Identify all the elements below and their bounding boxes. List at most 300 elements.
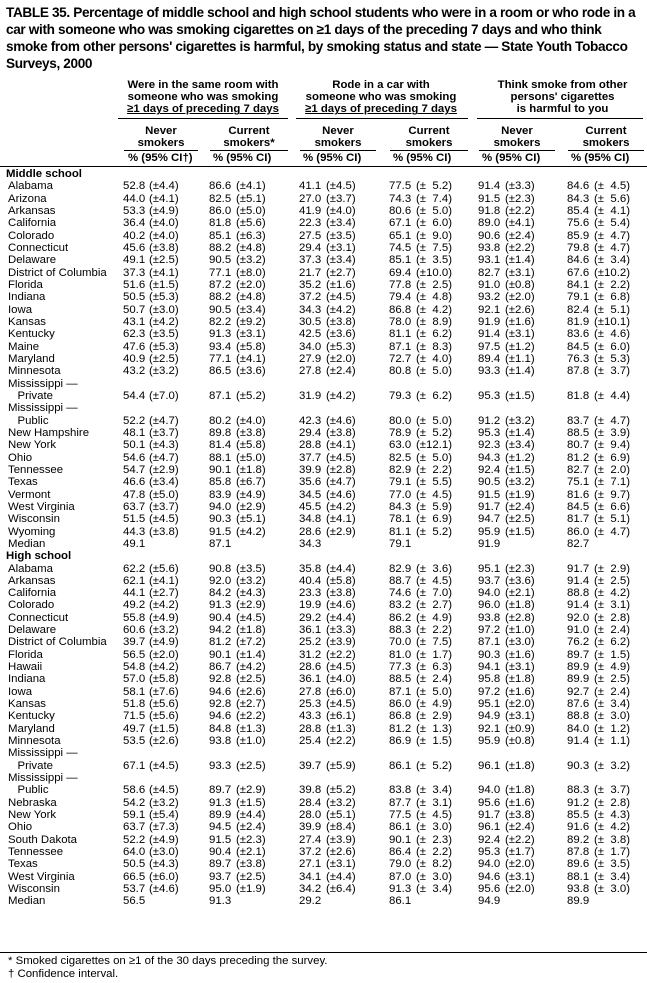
- ci-cell: (±3.2): [505, 414, 535, 427]
- value-cell: 66.5: [123, 870, 146, 883]
- ci-cell: (± 4.3): [594, 809, 631, 822]
- value-cell: 88.3: [389, 624, 412, 637]
- ci-cell: (± 3.7): [594, 784, 631, 797]
- ci-cell: (±3.8): [149, 525, 179, 538]
- value-cell: 92.7: [567, 685, 590, 698]
- value-cell: 92.1: [478, 303, 501, 316]
- ci-cell: (± 2.2): [416, 846, 453, 859]
- value-cell: 67.6: [567, 266, 590, 279]
- table-row: [0, 415, 647, 427]
- value-cell: 80.8: [389, 365, 412, 378]
- value-cell: 92.8: [209, 698, 232, 711]
- ci-cell: (±2.1): [236, 846, 266, 859]
- value-cell: 87.7: [389, 796, 412, 809]
- ci-cell: (± 6.0): [416, 217, 453, 230]
- ci-cell: (±2.8): [326, 463, 356, 476]
- value-cell: 90.5: [478, 476, 501, 489]
- value-cell: 84.3: [567, 192, 590, 205]
- value-cell: 34.0: [299, 340, 322, 353]
- value-cell: 54.2: [123, 796, 146, 809]
- ci-cell: (± 3.0): [594, 883, 631, 896]
- value-cell: 94.2: [209, 624, 232, 637]
- ci-cell: (±2.6): [236, 685, 266, 698]
- value-cell: 89.8: [209, 426, 232, 439]
- table-title: TABLE 35. Percentage of middle school and high school students who were in a room or who rode in a car with someone who was smoking cigarettes on ≥1 days of the preceding 7 days and who think smoke from other persons' cigarettes is harmful, by smoking status and state — State Youth Tobacco Surveys, 2000: [6, 5, 636, 71]
- subheader-rule-4: [390, 150, 468, 151]
- ci-cell: (±3.2): [149, 624, 179, 637]
- value-cell: 93.8: [478, 241, 501, 254]
- state-cell: Wisconsin: [8, 883, 60, 896]
- ci-cell: (±4.2): [326, 303, 356, 316]
- ci-cell: (±7.6): [149, 685, 179, 698]
- table-row: [0, 661, 647, 673]
- ci-cell: (±4.5): [236, 611, 266, 624]
- ci-cell: (±2.2): [505, 833, 535, 846]
- value-cell: 62.1: [123, 574, 146, 587]
- state-cell: Kentucky: [8, 328, 55, 341]
- value-cell: 62.2: [123, 562, 146, 575]
- ci-cell: (± 3.5): [594, 858, 631, 871]
- ci-cell: (± 1.5): [416, 735, 453, 748]
- ci-cell: (±2.0): [505, 291, 535, 304]
- value-cell: 94.9: [478, 895, 501, 908]
- state-cell: Maine: [8, 340, 40, 353]
- value-cell: 90.3: [478, 648, 501, 661]
- state-cell: Minnesota: [8, 365, 61, 378]
- ci-cell: (±3.9): [326, 833, 356, 846]
- ci-cell: (± 4.5): [416, 809, 453, 822]
- ci-cell: (± 3.6): [416, 562, 453, 575]
- value-cell: 96.1: [478, 759, 501, 772]
- ci-cell: (±2.9): [236, 599, 266, 612]
- value-cell: 51.8: [123, 698, 146, 711]
- value-cell: 87.8: [567, 846, 590, 859]
- ci-cell: (±1.9): [505, 488, 535, 501]
- ci-cell: (± 1.5): [594, 648, 631, 661]
- value-cell: 39.7: [299, 759, 322, 772]
- value-cell: 86.1: [389, 895, 412, 908]
- value-cell: 40.9: [123, 352, 146, 365]
- ci-cell: (± 4.4): [594, 389, 631, 402]
- ci-cell: (±4.3): [149, 858, 179, 871]
- value-cell: 34.5: [299, 488, 322, 501]
- value-cell: 86.0: [389, 698, 412, 711]
- value-cell: 92.3: [478, 439, 501, 452]
- ci-cell: (±3.9): [326, 636, 356, 649]
- ci-cell: (±2.3): [236, 833, 266, 846]
- state-cell: Maryland: [8, 352, 55, 365]
- ci-cell: (±6.7): [236, 476, 266, 489]
- table-row: [0, 784, 647, 796]
- ci-cell: (±3.1): [505, 266, 535, 279]
- table-row: [0, 180, 647, 192]
- value-cell: 90.1: [389, 833, 412, 846]
- state-cell: Median: [8, 895, 46, 908]
- ci-cell: (± 1.7): [416, 648, 453, 661]
- ci-cell: (± 5.0): [416, 451, 453, 464]
- ci-cell: (± 9.4): [594, 439, 631, 452]
- state-cell: Iowa: [8, 685, 33, 698]
- state-cell: Mississippi —: [8, 772, 78, 785]
- ci-cell: (± 2.2): [594, 278, 631, 291]
- value-cell: 91.7: [478, 500, 501, 513]
- value-cell: 91.5: [478, 192, 501, 205]
- ci-cell: (±7.3): [149, 821, 179, 834]
- ci-cell: (± 5.5): [416, 476, 453, 489]
- ci-cell: (± 8.3): [416, 340, 453, 353]
- value-cell: 96.0: [478, 599, 501, 612]
- state-cell: Vermont: [8, 488, 51, 501]
- value-cell: 92.4: [478, 833, 501, 846]
- value-cell: 84.3: [389, 500, 412, 513]
- ci-cell: (±1.3): [326, 722, 356, 735]
- ci-cell: (±6.3): [236, 229, 266, 242]
- value-cell: 97.5: [478, 340, 501, 353]
- value-cell: 82.4: [567, 303, 590, 316]
- ci-cell: (± 4.7): [594, 241, 631, 254]
- ci-cell: (±2.0): [505, 883, 535, 896]
- value-cell: 50.5: [123, 858, 146, 871]
- value-cell: 29.2: [299, 611, 322, 624]
- value-cell: 75.6: [567, 217, 590, 230]
- value-cell: 28.4: [299, 796, 322, 809]
- section-label: High school: [6, 550, 72, 563]
- value-cell: 88.8: [567, 710, 590, 723]
- value-cell: 86.2: [389, 611, 412, 624]
- table-row: [0, 723, 647, 735]
- ci-cell: (± 3.1): [594, 599, 631, 612]
- ci-cell: (±3.4): [236, 303, 266, 316]
- subheader-rule-6: [568, 150, 644, 151]
- value-cell: 84.5: [567, 340, 590, 353]
- subheader-never-3: [479, 125, 555, 149]
- table-row: [0, 698, 647, 710]
- value-cell: 86.4: [389, 846, 412, 859]
- footnote-smoked: * Smoked cigarettes on ≥1 of the 30 days preceding the survey.: [8, 955, 328, 967]
- value-cell: 90.4: [209, 611, 232, 624]
- value-cell: 54.4: [123, 389, 146, 402]
- ci-cell: (± 7.5): [416, 636, 453, 649]
- ci-cell: (±1.6): [505, 796, 535, 809]
- table-row: [0, 230, 647, 242]
- ci-cell: (±6.4): [326, 883, 356, 896]
- ci-cell: (±4.1): [236, 180, 266, 193]
- value-cell: 60.6: [123, 624, 146, 637]
- value-cell: 84.5: [567, 500, 590, 513]
- value-cell: 40.4: [299, 574, 322, 587]
- state-cell: Florida: [8, 648, 43, 661]
- ci-cell: (±8.4): [326, 821, 356, 834]
- ci-cell: (±4.9): [149, 611, 179, 624]
- value-cell: 89.9: [567, 661, 590, 674]
- ci-cell: (± 2.0): [594, 463, 631, 476]
- ci-cell: (± 3.4): [594, 254, 631, 267]
- value-cell: 59.1: [123, 809, 146, 822]
- ci-cell: (± 2.8): [594, 796, 631, 809]
- ci-cell: (± 1.3): [416, 722, 453, 735]
- ci-cell: (±5.0): [236, 204, 266, 217]
- ci-cell: (± 5.3): [594, 352, 631, 365]
- ci-cell: (±4.5): [326, 180, 356, 193]
- group-header-line1: Rode in a car with: [332, 79, 430, 91]
- value-cell: 85.1: [209, 229, 232, 242]
- value-cell: 45.6: [123, 241, 146, 254]
- value-cell: 81.1: [389, 525, 412, 538]
- value-cell: 89.9: [567, 673, 590, 686]
- ci-cell: (± 5.4): [594, 217, 631, 230]
- ci-cell: (± 4.0): [416, 352, 453, 365]
- value-cell: 70.0: [389, 636, 412, 649]
- ci-cell: (±4.6): [326, 414, 356, 427]
- ci-cell: (±1.4): [236, 648, 266, 661]
- ci-cell: (±4.9): [149, 833, 179, 846]
- ci-cell: (±3.2): [149, 365, 179, 378]
- value-cell: 76.2: [567, 636, 590, 649]
- ci-cell: (± 6.8): [594, 291, 631, 304]
- ci-cell: (±4.9): [236, 488, 266, 501]
- value-cell: 94.3: [478, 451, 501, 464]
- value-cell: 40.2: [123, 229, 146, 242]
- ci-cell: (±1.0): [505, 624, 535, 637]
- table-row: [0, 735, 647, 747]
- ci-cell: (± 2.7): [416, 599, 453, 612]
- value-cell: 86.1: [389, 821, 412, 834]
- value-cell: 27.0: [299, 192, 322, 205]
- value-cell: 55.8: [123, 611, 146, 624]
- value-cell: 81.9: [567, 315, 590, 328]
- ci-cell: (± 2.5): [416, 278, 453, 291]
- state-cell: California: [8, 587, 57, 600]
- ci-cell: (± 2.5): [594, 673, 631, 686]
- value-cell: 43.1: [123, 315, 146, 328]
- state-cell: Texas: [8, 476, 38, 489]
- value-cell: 51.5: [123, 513, 146, 526]
- subheader-line1: Never: [501, 125, 533, 137]
- value-cell: 89.2: [567, 833, 590, 846]
- subheader-line1: Never: [322, 125, 354, 137]
- value-cell: 91.4: [567, 574, 590, 587]
- value-cell: 43.2: [123, 365, 146, 378]
- ci-cell: (±3.2): [236, 254, 266, 267]
- ci-cell: (±4.3): [149, 439, 179, 452]
- ci-cell: (±4.6): [326, 488, 356, 501]
- value-cell: 83.9: [209, 488, 232, 501]
- ci-cell: (±2.9): [236, 784, 266, 797]
- value-cell: 28.6: [299, 661, 322, 674]
- value-cell: 34.3: [299, 303, 322, 316]
- value-cell: 92.1: [478, 722, 501, 735]
- ci-cell: (±3.2): [326, 796, 356, 809]
- table-row: [0, 599, 647, 611]
- value-cell: 81.7: [567, 513, 590, 526]
- ci-cell: (±4.2): [149, 315, 179, 328]
- value-cell: 86.0: [209, 204, 232, 217]
- ci-cell: (±5.2): [326, 784, 356, 797]
- value-cell: 78.1: [389, 513, 412, 526]
- value-cell: 94.0: [209, 500, 232, 513]
- value-cell: 84.6: [567, 254, 590, 267]
- value-cell: 97.2: [478, 685, 501, 698]
- ci-cell: (±5.6): [149, 698, 179, 711]
- ci-cell: (±2.9): [326, 525, 356, 538]
- ci-cell: (±2.2): [505, 204, 535, 217]
- ci-cell: (±4.2): [326, 389, 356, 402]
- value-cell: 90.3: [567, 759, 590, 772]
- ci-cell: (± 5.6): [594, 192, 631, 205]
- value-cell: 79.0: [389, 858, 412, 871]
- ci-cell: (±2.5): [149, 352, 179, 365]
- state-cell: Colorado: [8, 599, 55, 612]
- value-cell: 82.9: [389, 562, 412, 575]
- table-row: [0, 883, 647, 895]
- ci-cell: (±4.7): [149, 414, 179, 427]
- state-cell: Indiana: [8, 673, 46, 686]
- ci-cell: (±2.4): [505, 229, 535, 242]
- value-cell: 34.1: [299, 870, 322, 883]
- value-cell: 36.1: [299, 624, 322, 637]
- stat-label-6: % (95% CI): [571, 152, 630, 164]
- ci-cell: (±2.7): [236, 698, 266, 711]
- stat-label-4: % (95% CI): [393, 152, 452, 164]
- ci-cell: (±1.4): [505, 254, 535, 267]
- value-cell: 82.7: [478, 266, 501, 279]
- ci-cell: (±2.5): [236, 673, 266, 686]
- table-row: [0, 624, 647, 636]
- state-cell: Private: [8, 759, 53, 772]
- ci-cell: (±2.5): [236, 759, 266, 772]
- ci-cell: (±4.6): [326, 599, 356, 612]
- ci-cell: (± 2.2): [416, 463, 453, 476]
- value-cell: 94.6: [478, 870, 501, 883]
- ci-cell: (±3.6): [326, 328, 356, 341]
- value-cell: 52.8: [123, 180, 146, 193]
- value-cell: 93.7: [478, 574, 501, 587]
- table-row: [0, 254, 647, 266]
- state-cell: Kansas: [8, 698, 46, 711]
- ci-cell: (± 2.8): [594, 611, 631, 624]
- value-cell: 91.9: [478, 315, 501, 328]
- value-cell: 82.9: [389, 463, 412, 476]
- table-row: [0, 291, 647, 303]
- ci-cell: (± 3.1): [416, 796, 453, 809]
- subheader-line2: smokers: [314, 137, 362, 149]
- table-row: [0, 710, 647, 722]
- state-cell: Public: [8, 784, 49, 797]
- ci-cell: (±2.5): [236, 870, 266, 883]
- value-cell: 80.7: [567, 439, 590, 452]
- group-header-same-room: [118, 79, 288, 116]
- value-cell: 90.6: [478, 229, 501, 242]
- value-cell: 95.3: [478, 389, 501, 402]
- state-cell: West Virginia: [8, 870, 75, 883]
- ci-cell: (±4.8): [236, 291, 266, 304]
- ci-cell: (±4.5): [149, 513, 179, 526]
- header-bottom-rule: [0, 166, 647, 167]
- section-heading: [0, 168, 647, 180]
- value-cell: 89.7: [209, 858, 232, 871]
- ci-cell: (±4.4): [149, 180, 179, 193]
- value-cell: 36.4: [123, 217, 146, 230]
- table-row: [0, 649, 647, 661]
- value-cell: 91.4: [567, 735, 590, 748]
- value-cell: 75.1: [567, 476, 590, 489]
- value-cell: 50.5: [123, 291, 146, 304]
- ci-cell: (±3.5): [326, 229, 356, 242]
- table-row: [0, 193, 647, 205]
- subheader-line1: Current: [408, 125, 450, 137]
- value-cell: 88.8: [567, 587, 590, 600]
- ci-cell: (±9.2): [236, 315, 266, 328]
- ci-cell: (± 5.2): [416, 180, 453, 193]
- value-cell: 91.5: [209, 833, 232, 846]
- ci-cell: (±2.6): [149, 735, 179, 748]
- value-cell: 85.1: [389, 254, 412, 267]
- state-cell: Mississippi —: [8, 402, 78, 415]
- table-row: [0, 267, 647, 279]
- value-cell: 51.6: [123, 278, 146, 291]
- ci-cell: (±2.6): [326, 846, 356, 859]
- ci-cell: (± 3.2): [594, 759, 631, 772]
- value-cell: 87.1: [478, 636, 501, 649]
- ci-cell: (±1.8): [505, 759, 535, 772]
- value-cell: 94.1: [478, 661, 501, 674]
- value-cell: 87.6: [567, 698, 590, 711]
- ci-cell: (± 3.0): [416, 870, 453, 883]
- value-cell: 42.3: [299, 414, 322, 427]
- stat-label-2: % (95% CI): [213, 152, 272, 164]
- value-cell: 72.7: [389, 352, 412, 365]
- value-cell: 54.7: [123, 463, 146, 476]
- value-cell: 79.1: [567, 291, 590, 304]
- state-cell: Connecticut: [8, 611, 69, 624]
- ci-cell: (±4.4): [236, 809, 266, 822]
- ci-cell: (± 3.0): [416, 821, 453, 834]
- value-cell: 78.0: [389, 315, 412, 328]
- ci-cell: (± 6.9): [594, 451, 631, 464]
- value-cell: 35.2: [299, 278, 322, 291]
- ci-cell: (±4.4): [326, 870, 356, 883]
- state-cell: Maryland: [8, 722, 55, 735]
- value-cell: 94.0: [478, 587, 501, 600]
- ci-cell: (±2.5): [149, 254, 179, 267]
- value-cell: 37.2: [299, 846, 322, 859]
- ci-cell: (± 4.5): [594, 180, 631, 193]
- ci-cell: (± 6.3): [416, 661, 453, 674]
- value-cell: 77.5: [389, 180, 412, 193]
- value-cell: 27.1: [299, 858, 322, 871]
- ci-cell: (±1.4): [505, 365, 535, 378]
- ci-cell: (±2.5): [505, 513, 535, 526]
- ci-cell: (±3.2): [149, 796, 179, 809]
- ci-cell: (±1.6): [326, 278, 356, 291]
- ci-cell: (±0.8): [505, 278, 535, 291]
- table-row: [0, 427, 647, 439]
- ci-cell: (±3.1): [505, 710, 535, 723]
- value-cell: 97.2: [478, 624, 501, 637]
- value-cell: 91.5: [209, 525, 232, 538]
- value-cell: 77.8: [389, 278, 412, 291]
- value-cell: 77.3: [389, 661, 412, 674]
- ci-cell: (±3.4): [149, 476, 179, 489]
- group-header-car: [296, 79, 466, 116]
- ci-cell: (± 6.0): [594, 340, 631, 353]
- ci-cell: (±5.6): [149, 710, 179, 723]
- table-row: [0, 797, 647, 809]
- value-cell: 91.2: [478, 414, 501, 427]
- value-cell: 50.1: [123, 439, 146, 452]
- value-cell: 91.7: [567, 562, 590, 575]
- value-cell: 84.2: [209, 587, 232, 600]
